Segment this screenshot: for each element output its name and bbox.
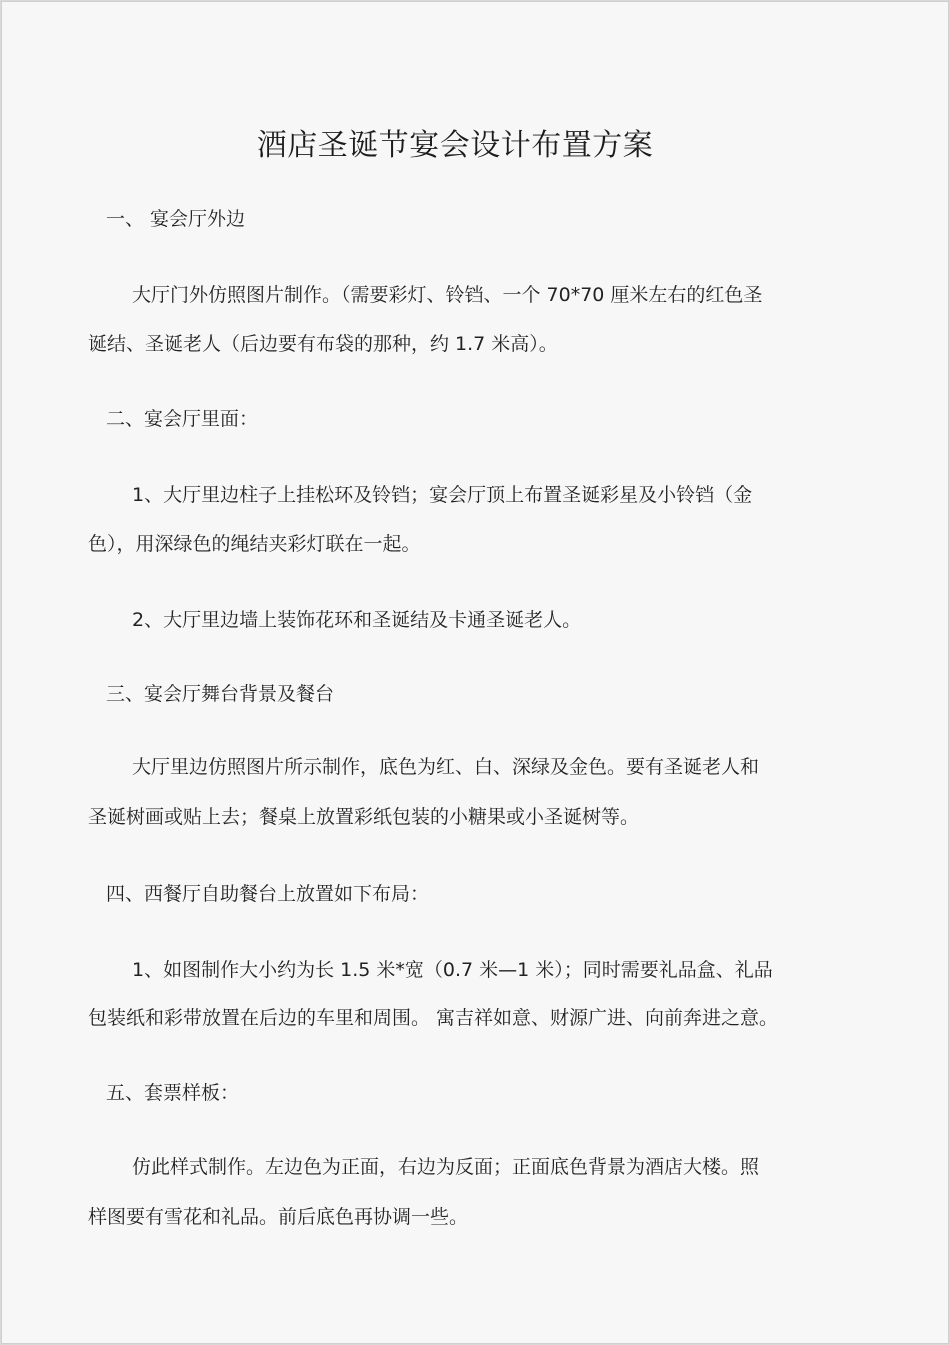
paragraph-line: 1、如图制作大小约为长 1.5 米*宽（0.7 米—1 米）；同时需要礼品盒、礼品	[132, 959, 773, 981]
paragraph-line: 2、大厅里边墙上装饰花环和圣诞结及卡通圣诞老人。	[132, 609, 582, 631]
paragraph-line: 大厅门外仿照图片制作。（需要彩灯、铃铛、一个 70*70 厘米左右的红色圣	[132, 284, 763, 306]
document-page	[1, 1, 949, 1344]
paragraph-line: 色），用深绿色的绳结夹彩灯联在一起。	[88, 533, 421, 555]
paragraph-line: 样图要有雪花和礼品。前后底色再协调一些。	[88, 1206, 469, 1228]
paragraph-line: 诞结、圣诞老人（后边要有布袋的那种，约 1.7 米高）。	[88, 333, 558, 355]
section-heading-2: 二、宴会厅里面：	[106, 408, 259, 430]
section-heading-1: 一、 宴会厅外边	[106, 208, 246, 230]
section-heading-3: 三、宴会厅舞台背景及餐台	[106, 683, 335, 705]
paragraph-line: 圣诞树画或贴上去；餐桌上放置彩纸包装的小糖果或小圣诞树等。	[88, 806, 640, 828]
paragraph-line: 仿此样式制作。左边色为正面，右边为反面；正面底色背景为酒店大楼。照	[132, 1156, 760, 1178]
paragraph-line: 1、大厅里边柱子上挂松环及铃铛；宴会厅顶上布置圣诞彩星及小铃铛（金	[132, 484, 753, 506]
document-title: 酒店圣诞节宴会设计布置方案	[256, 128, 654, 163]
paragraph-line: 大厅里边仿照图片所示制作，底色为红、白、深绿及金色。要有圣诞老人和	[132, 756, 760, 778]
section-heading-4: 四、西餐厅自助餐台上放置如下布局：	[106, 883, 430, 905]
paragraph-line: 包装纸和彩带放置在后边的车里和周围。 寓吉祥如意、财源广进、向前奔进之意。	[88, 1007, 779, 1029]
section-heading-5: 五、套票样板：	[106, 1082, 240, 1104]
